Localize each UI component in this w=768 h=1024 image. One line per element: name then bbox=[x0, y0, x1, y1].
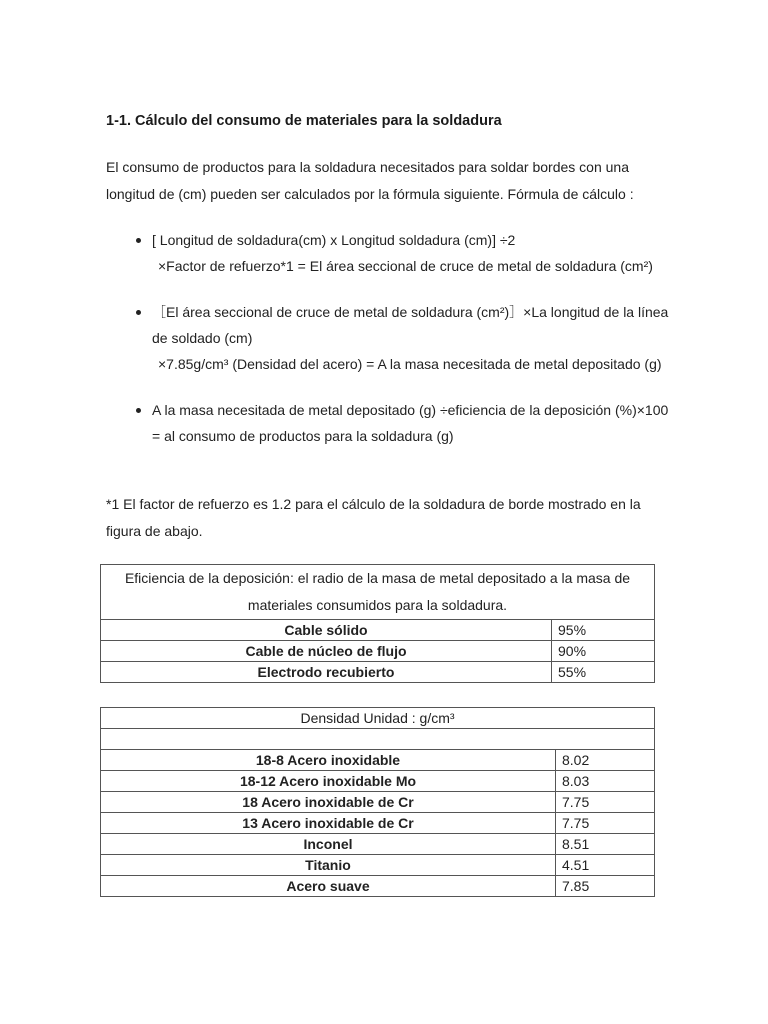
table-cell-value: 8.02 bbox=[556, 750, 655, 771]
table-cell-value: 7.75 bbox=[556, 792, 655, 813]
table-row bbox=[101, 876, 655, 897]
table-cell-name: Cable sólido bbox=[101, 620, 552, 641]
table-row bbox=[101, 641, 655, 662]
formula-item bbox=[106, 227, 686, 279]
formula-line: A la masa necesitada de metal depositado (g) ÷eficiencia de la deposición (%)×100 bbox=[152, 402, 669, 418]
table-row bbox=[101, 620, 655, 641]
formula-line: ×7.85g/cm³ (Densidad del acero) = A la masa necesitada de metal depositado (g) bbox=[158, 356, 662, 372]
formula-line: [ Longitud de soldadura(cm) x Longitud soldadura (cm)] ÷2 bbox=[152, 232, 516, 248]
table-cell-name: Cable de núcleo de flujo bbox=[101, 641, 552, 662]
table-cell-name: Inconel bbox=[101, 834, 556, 855]
table-cell-name: Titanio bbox=[101, 855, 556, 876]
table-cell-value: 55% bbox=[552, 662, 655, 683]
table-row bbox=[101, 662, 655, 683]
table-cell-value: 8.03 bbox=[556, 771, 655, 792]
formula-line: = al consumo de productos para la soldadura (g) bbox=[152, 428, 454, 444]
table-cell-name: 13 Acero inoxidable de Cr bbox=[101, 813, 556, 834]
table-header-row bbox=[101, 565, 655, 620]
formula-item bbox=[106, 397, 686, 449]
table-empty-cell bbox=[101, 729, 655, 750]
table-row bbox=[101, 792, 655, 813]
footnote-paragraph: *1 El factor de refuerzo es 1.2 para el cálculo de la soldadura de borde mostrado en la figura de abajo. bbox=[106, 496, 641, 539]
table-cell-name: 18-12 Acero inoxidable Mo bbox=[101, 771, 556, 792]
efficiency-table bbox=[100, 564, 655, 683]
table-cell-value: 7.75 bbox=[556, 813, 655, 834]
table-cell-name: 18 Acero inoxidable de Cr bbox=[101, 792, 556, 813]
formula-list bbox=[106, 227, 686, 469]
table-cell-value: 90% bbox=[552, 641, 655, 662]
table-cell-name: Electrodo recubierto bbox=[101, 662, 552, 683]
table-row bbox=[101, 834, 655, 855]
table-row bbox=[101, 750, 655, 771]
formula-line: ［El área seccional de cruce de metal de soldadura (cm²)］×La longitud de la línea de soldado (cm) bbox=[152, 304, 669, 346]
table-cell-value: 4.51 bbox=[556, 855, 655, 876]
table-cell-name: 18-8 Acero inoxidable bbox=[101, 750, 556, 771]
table-header-row bbox=[101, 708, 655, 729]
table-row bbox=[101, 771, 655, 792]
table-cell-value: 8.51 bbox=[556, 834, 655, 855]
formula-line: ×Factor de refuerzo*1 = El área seccional de cruce de metal de soldadura (cm²) bbox=[158, 258, 653, 274]
density-table-header: Densidad Unidad : g/cm³ bbox=[101, 708, 655, 729]
table-cell-name: Acero suave bbox=[101, 876, 556, 897]
section-heading: 1-1. Cálculo del consumo de materiales para la soldadura bbox=[106, 113, 502, 129]
formula-item bbox=[106, 299, 686, 377]
table-cell-value: 95% bbox=[552, 620, 655, 641]
table-row bbox=[101, 855, 655, 876]
table-empty-row bbox=[101, 729, 655, 750]
intro-paragraph: El consumo de productos para la soldadura necesitados para soldar bordes con una longitud de (cm) pueden ser calculados por la fórmula siguiente. Fórmula de cálculo : bbox=[106, 159, 634, 202]
table-row bbox=[101, 813, 655, 834]
efficiency-table-header: Eficiencia de la deposición: el radio de la masa de metal depositado a la masa de materiales consumidos para la soldadura. bbox=[101, 565, 655, 620]
table-cell-value: 7.85 bbox=[556, 876, 655, 897]
density-table bbox=[100, 707, 655, 897]
